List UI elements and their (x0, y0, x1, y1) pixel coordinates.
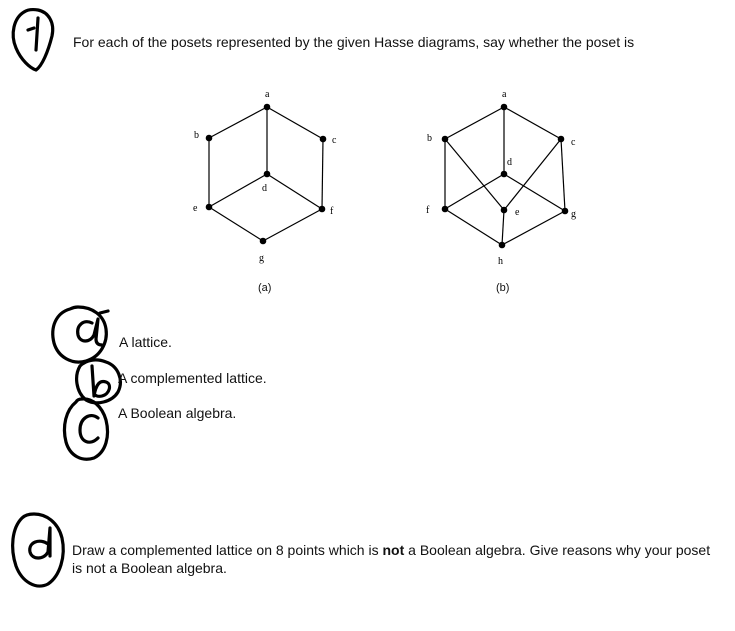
label-g: g (571, 209, 576, 220)
handwritten-mark-1 (8, 6, 58, 72)
part-d-emphasis: not (382, 542, 405, 558)
node-d (264, 171, 271, 178)
node-c (558, 136, 565, 143)
label-e: e (515, 207, 520, 218)
node-f (442, 206, 449, 213)
label-a: a (502, 89, 507, 100)
label-h: h (498, 256, 503, 267)
part-d-text-before: Draw a complemented lattice on 8 points which is (72, 542, 383, 558)
node-g (260, 238, 267, 245)
node-b (442, 136, 449, 143)
node-h (499, 242, 506, 249)
hasse-diagram-b (420, 85, 595, 270)
node-c (320, 136, 327, 143)
option-c: A Boolean algebra. (118, 405, 237, 421)
hasse-diagram-a (188, 85, 348, 265)
node-e (206, 204, 213, 211)
label-d: d (507, 157, 512, 168)
node-b (206, 135, 213, 142)
node-a (501, 104, 508, 111)
node-g (562, 208, 569, 215)
label-e: e (193, 203, 198, 214)
label-c: c (571, 137, 576, 148)
label-f: f (426, 205, 430, 216)
label-a: a (265, 89, 270, 100)
caption-b: (b) (496, 282, 510, 294)
label-g: g (259, 253, 264, 264)
option-a: A lattice. (119, 334, 172, 350)
label-b: b (427, 133, 432, 144)
caption-a: (a) (258, 282, 272, 294)
part-d-text-after: a Boolean algebra. Give reasons why your poset is not a Boolean algebra. (72, 542, 711, 576)
option-b: A complemented lattice. (118, 370, 267, 386)
intro-text: For each of the posets represented by the given Hasse diagrams, say whether the poset is (73, 34, 635, 50)
node-a (264, 104, 271, 111)
handwritten-mark-c (60, 396, 112, 466)
label-f: f (330, 206, 334, 217)
node-f (319, 206, 326, 213)
part-d-text (72, 541, 722, 577)
label-d: d (262, 183, 267, 194)
node-d (501, 171, 508, 178)
label-b: b (194, 130, 199, 141)
node-e (501, 207, 508, 214)
handwritten-mark-d (8, 510, 70, 592)
label-c: c (332, 135, 337, 146)
